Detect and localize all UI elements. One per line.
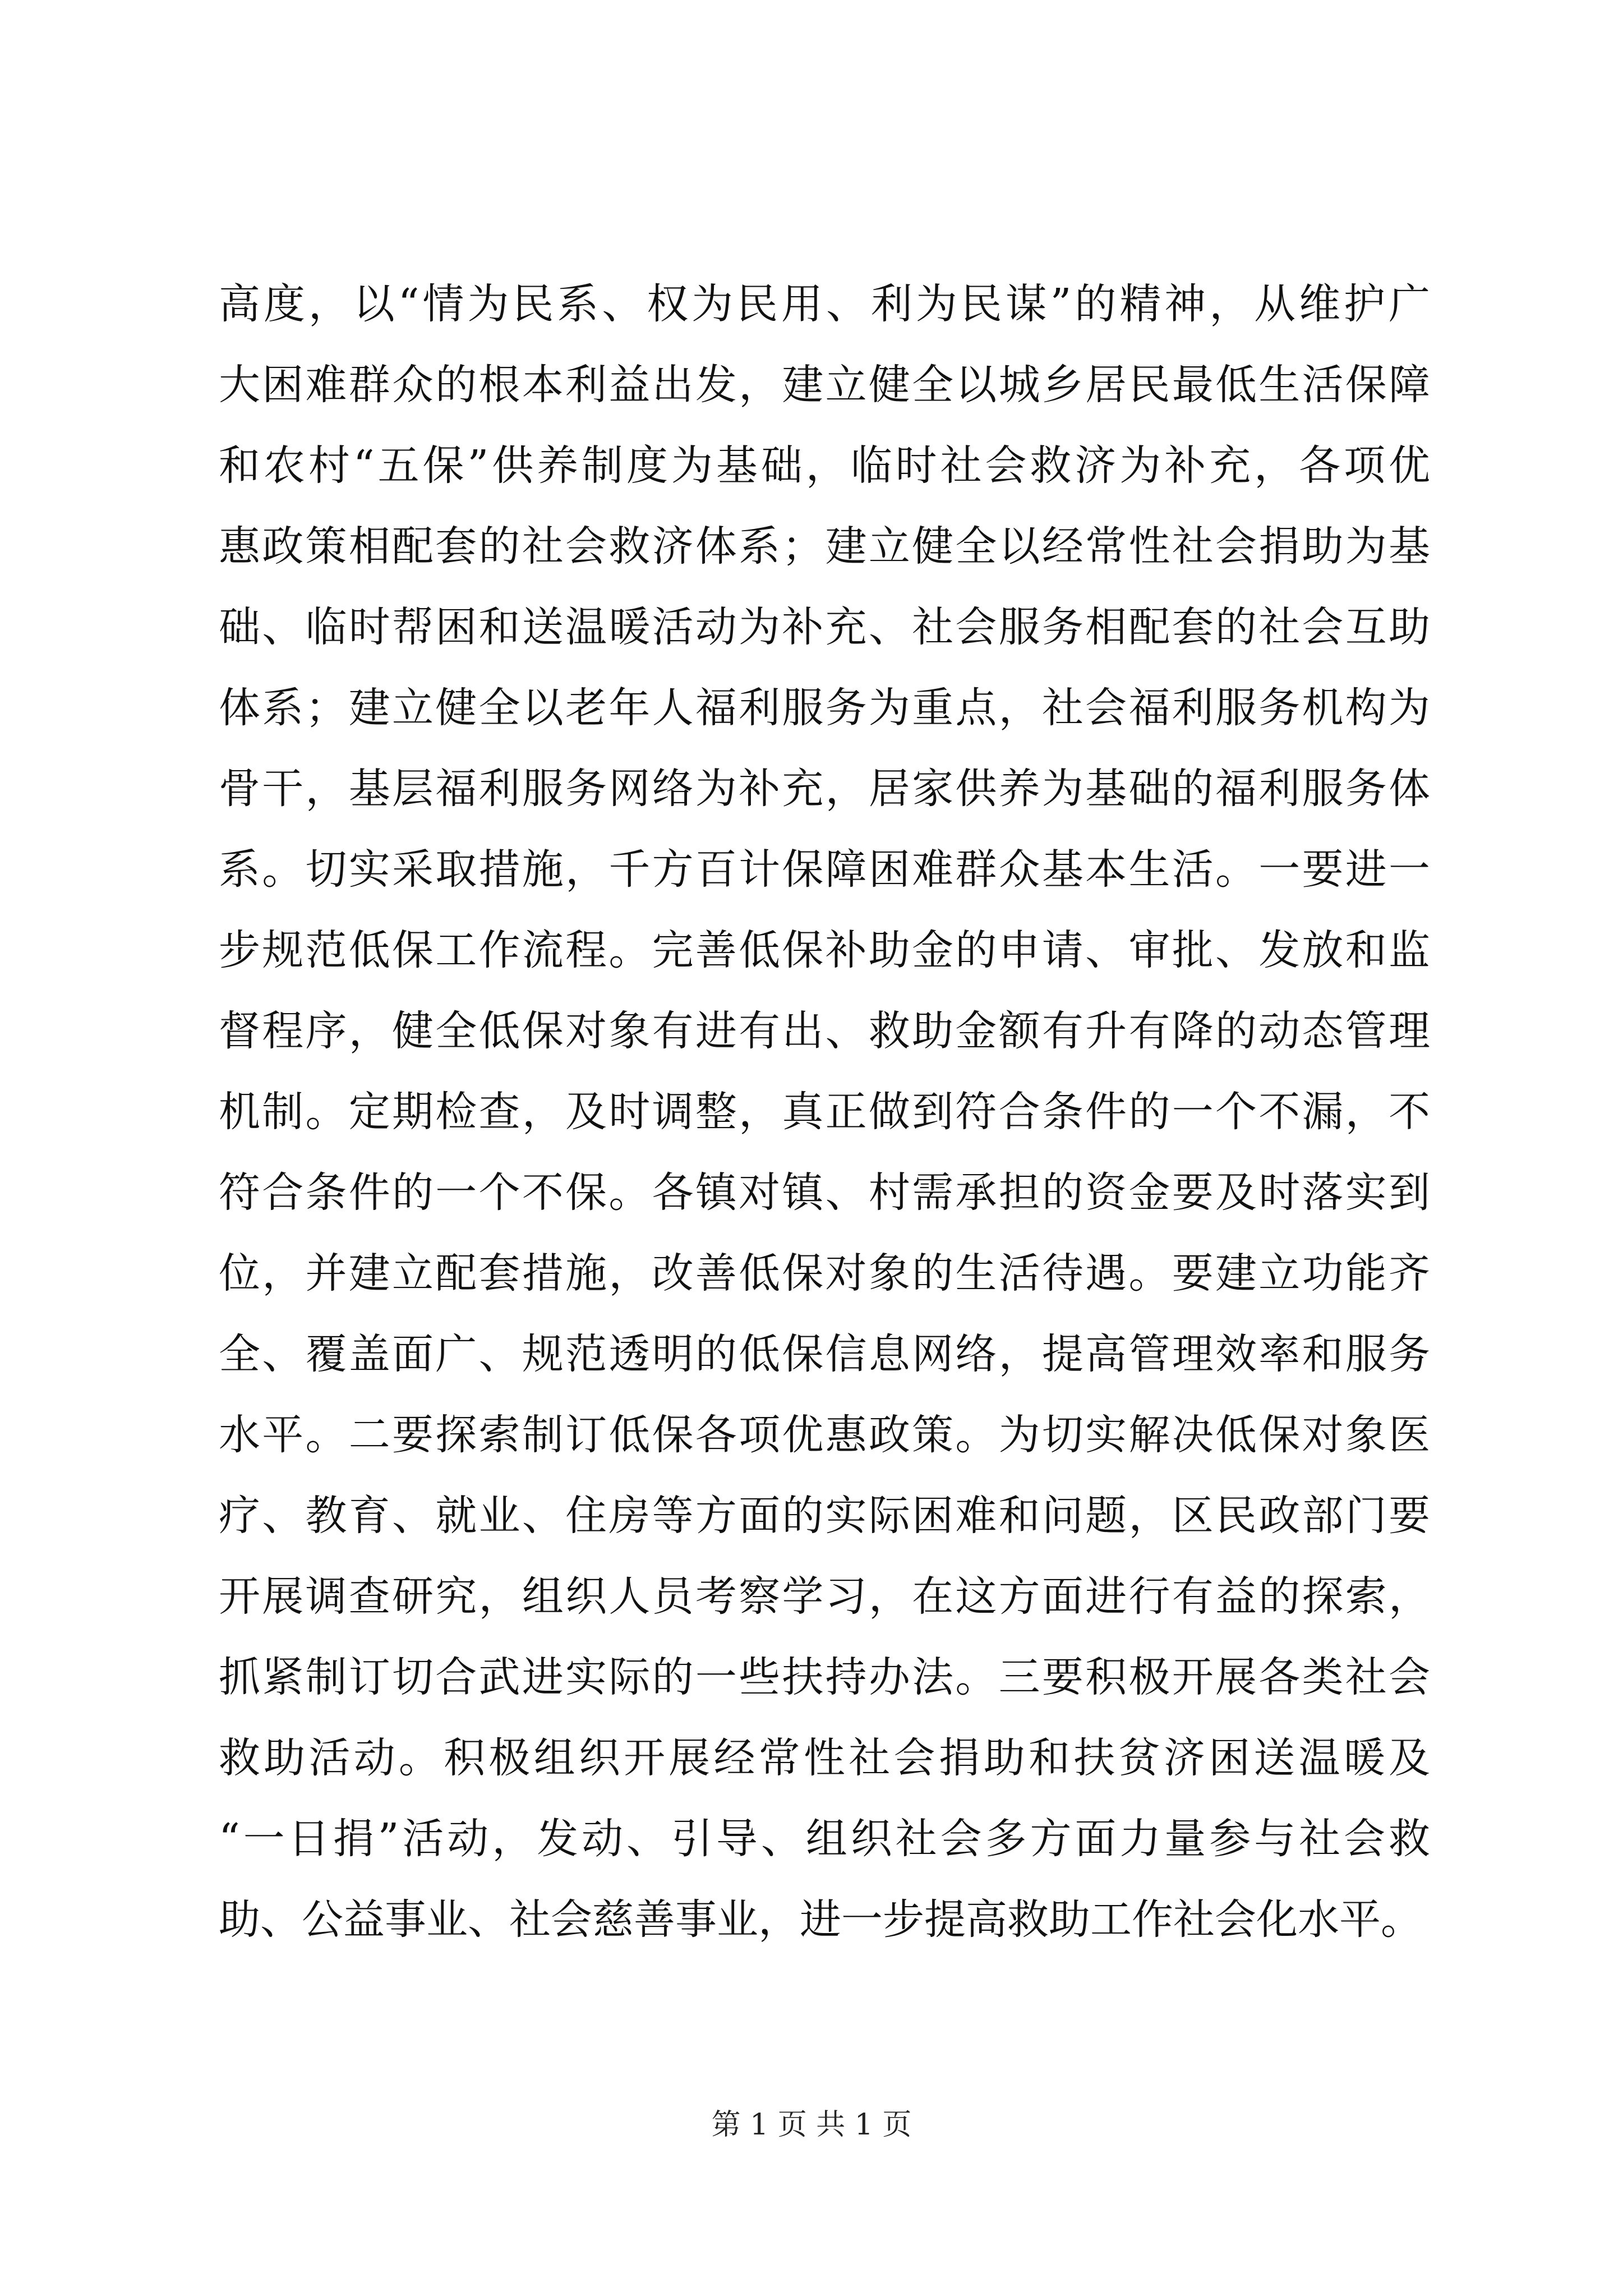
text-line: 位，并建立配套措施，改善低保对象的生活待遇。要建立功能齐 — [219, 1249, 1430, 1297]
text-line: 水平。二要探索制订低保各项优惠政策。为切实解决低保对象医 — [219, 1411, 1430, 1459]
text-line: 救助活动。积极组织开展经常性社会捐助和扶贫济困送温暖及 — [219, 1734, 1430, 1782]
text-line: 大困难群众的根本利益出发，建立健全以城乡居民最低生活保障 — [219, 361, 1430, 409]
page-number-footer: 第 1 页 共 1 页 — [711, 2108, 912, 2142]
text-line: 开展调查研究，组织人员考察学习，在这方面进行有益的探索， — [219, 1572, 1430, 1621]
text-line: 系。切实采取措施，千方百计保障困难群众基本生活。一要进一 — [219, 845, 1430, 894]
text-line: 助、公益事业、社会慈善事业，进一步提高救助工作社会化水平。 — [219, 1895, 1422, 1944]
text-line: 机制。定期检查，及时调整，真正做到符合条件的一个不漏，不 — [219, 1088, 1430, 1136]
text-line: 骨干，基层福利服务网络为补充，居家供养为基础的福利服务体 — [219, 765, 1430, 813]
text-line: 疗、教育、就业、住房等方面的实际困难和问题，区民政部门要 — [219, 1492, 1430, 1540]
text-line: 和农村“五保”供养制度为基础，临时社会救济为补充，各项优 — [219, 441, 1430, 490]
text-line: 符合条件的一个不保。各镇对镇、村需承担的资金要及时落实到 — [219, 1168, 1430, 1217]
text-line: 抓紧制订切合武进实际的一些扶持办法。三要积极开展各类社会 — [219, 1653, 1430, 1701]
text-line: 全、覆盖面广、规范透明的低保信息网络，提高管理效率和服务 — [219, 1330, 1430, 1378]
body-text — [219, 264, 1430, 1960]
text-line: 础、临时帮困和送温暖活动为补充、社会服务相配套的社会互助 — [219, 603, 1430, 651]
text-line: 督程序，健全低保对象有进有出、救助金额有升有降的动态管理 — [219, 1007, 1430, 1055]
text-line: 步规范低保工作流程。完善低保补助金的申请、审批、发放和监 — [219, 926, 1430, 974]
text-line: 高度，以“情为民系、权为民用、利为民谋”的精神，从维护广 — [219, 280, 1430, 328]
text-line: 体系；建立健全以老年人福利服务为重点，社会福利服务机构为 — [219, 684, 1430, 732]
text-line: “一日捐”活动，发动、引导、组织社会多方面力量参与社会救 — [219, 1815, 1430, 1863]
text-line: 惠政策相配套的社会救济体系；建立健全以经常性社会捐助为基 — [219, 522, 1430, 570]
